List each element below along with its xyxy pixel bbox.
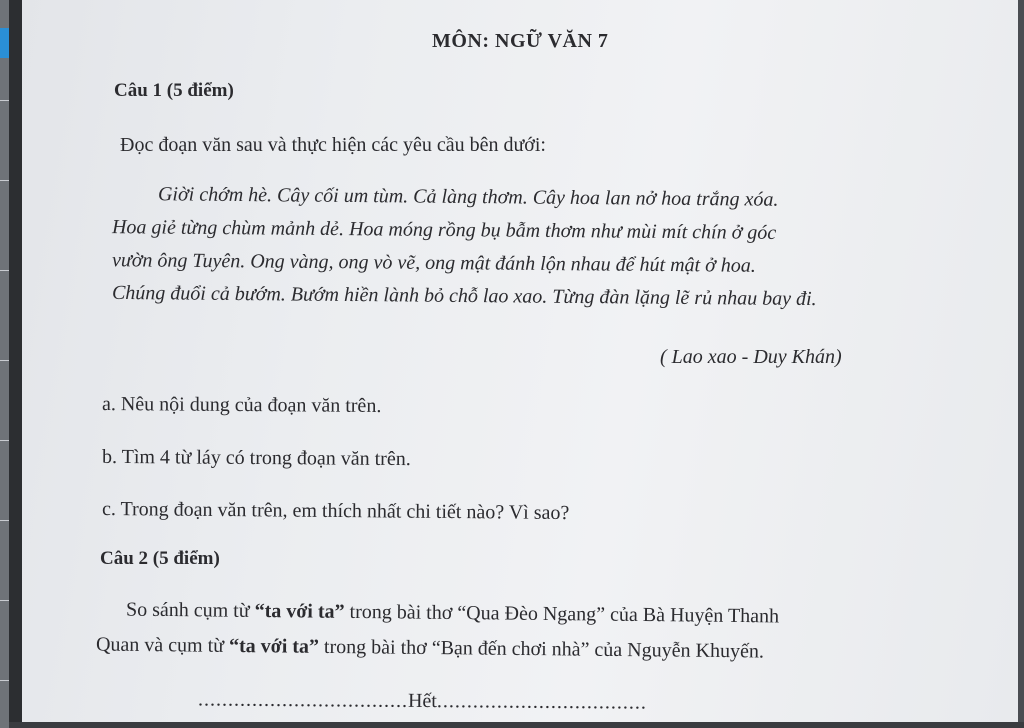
window-left-edge xyxy=(0,0,9,728)
question-2-text: Quan và cụm từ xyxy=(95,633,230,657)
left-edge-tick xyxy=(0,180,9,181)
question-1-heading: Câu 1 (5 điểm) xyxy=(114,80,234,101)
left-edge-tick xyxy=(0,270,9,271)
end-label: Hết xyxy=(407,689,437,713)
left-edge-tick xyxy=(0,360,9,361)
question-1-item-c: c. Trong đoạn văn trên, em thích nhất chi tiết nào? Vì sao? xyxy=(101,497,570,525)
left-edge-tick xyxy=(0,440,9,441)
passage-line-3: vườn ông Tuyên. Ong vàng, ong vò vẽ, ong mật đánh lộn nhau để hút mật ở hoa. xyxy=(111,249,756,277)
quoted-phrase: “ta với ta” xyxy=(254,599,345,623)
left-edge-tick xyxy=(0,600,9,601)
paper-shadow xyxy=(9,0,22,728)
question-1-item-a: a. Nêu nội dung của đoạn văn trên. xyxy=(101,393,382,417)
left-edge-tick xyxy=(0,680,9,681)
question-2-text: trong bài thơ “Bạn đến chơi nhà” của Nguyễn Khuyến. xyxy=(318,635,765,663)
question-2-text: trong bài thơ “Qua Đèo Ngang” của Bà Huyện Thanh xyxy=(344,600,780,628)
passage-line-2: Hoa giẻ từng chùm mảnh dẻ. Hoa móng rồng bụ bẫm thơm như mùi mít chín ở góc xyxy=(111,216,777,244)
question-2-line-1 xyxy=(126,599,779,629)
quoted-phrase: “ta với ta” xyxy=(228,634,320,658)
question-2-line-2 xyxy=(96,634,764,664)
question-2-heading: Câu 2 (5 điểm) xyxy=(100,548,220,569)
bottom-edge xyxy=(9,722,1024,728)
exam-title: MÔN: NGỮ VĂN 7 xyxy=(432,30,609,52)
exam-paper xyxy=(22,0,1018,722)
question-1-item-b: b. Tìm 4 từ láy có trong đoạn văn trên. xyxy=(101,445,411,471)
question-2-text: So sánh cụm từ xyxy=(125,598,255,622)
end-dots-right: ................................... xyxy=(436,690,647,714)
left-edge-tick xyxy=(0,100,9,101)
end-marker xyxy=(198,688,647,714)
end-dots-left: ................................... xyxy=(197,688,409,712)
passage-line-1: Giời chớm hè. Cây cối um tùm. Cả làng thơm. Cây hoa lan nở hoa trắng xóa. xyxy=(157,183,779,211)
passage-source: ( Lao xao - Duy Khán) xyxy=(660,346,842,368)
left-edge-accent xyxy=(0,28,9,58)
left-edge-tick xyxy=(0,520,9,521)
question-1-instruction: Đọc đoạn văn sau và thực hiện các yêu cầu bên dưới: xyxy=(120,134,546,156)
passage-line-4: Chúng đuổi cả bướm. Bướm hiền lành bỏ chỗ lao xao. Từng đàn lặng lẽ rủ nhau bay đi. xyxy=(111,281,817,311)
